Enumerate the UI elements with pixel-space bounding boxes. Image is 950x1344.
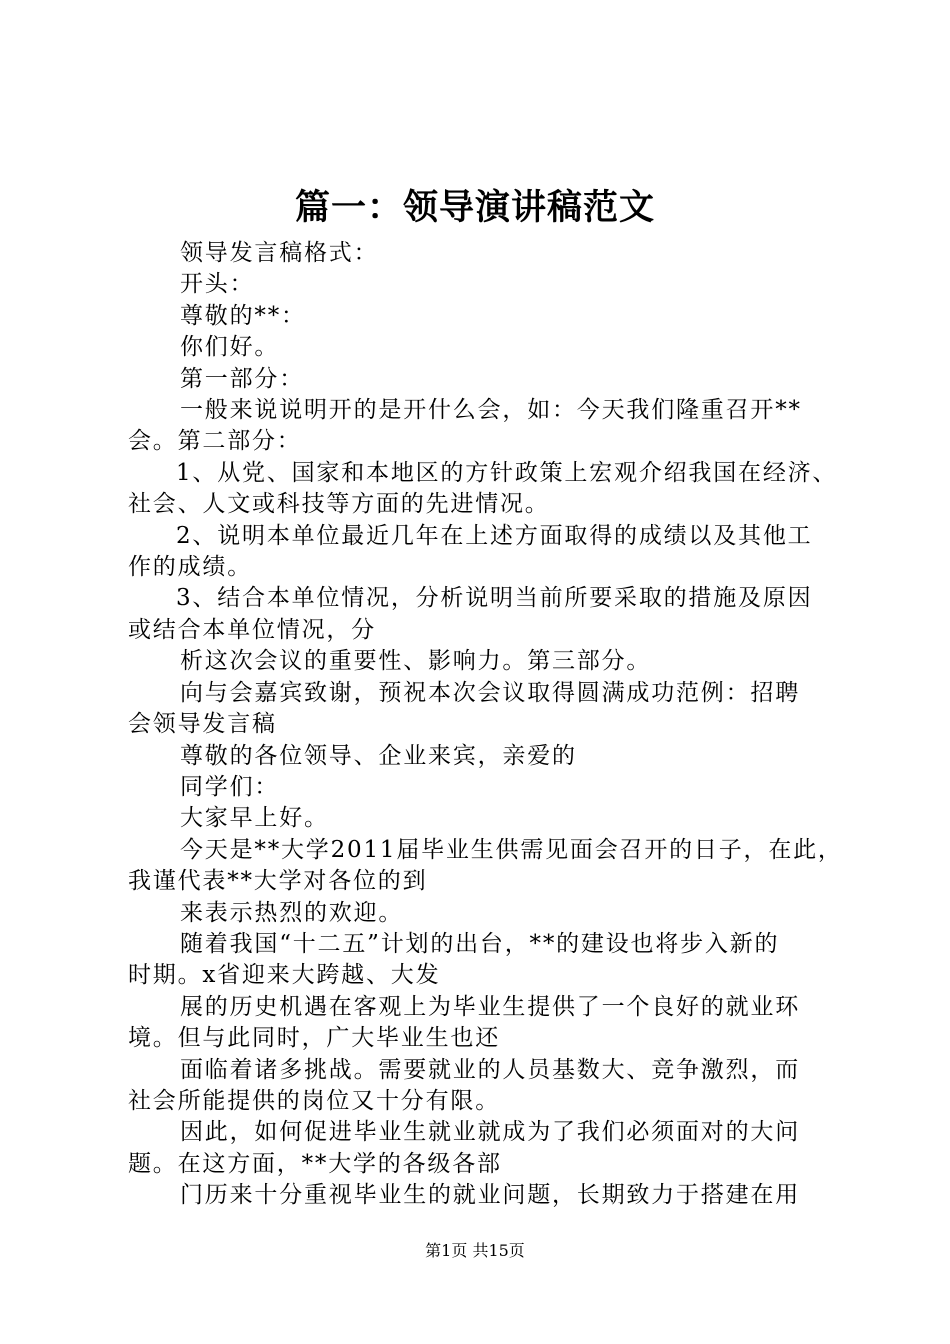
paragraph-line: 社会所能提供的岗位又十分有限。 (128, 1087, 500, 1114)
paragraph-line: 一般来说说明开的是开什么会，如：今天我们隆重召开** (180, 397, 802, 424)
paragraph-line: 会。第二部分： (128, 428, 302, 455)
paragraph-line: 大家早上好。 (180, 805, 329, 832)
page-title: 篇一：领导演讲稿范文 (294, 187, 655, 228)
paragraph-line: 1、从党、国家和本地区的方针政策上宏观介绍我国在经济、 (176, 459, 838, 486)
paragraph-line: 作的成绩。 (128, 554, 252, 581)
paragraph-line: 会领导发言稿 (128, 711, 277, 738)
paragraph-line: 因此，如何促进毕业生就业就成为了我们必须面对的大问 (180, 1119, 800, 1146)
paragraph-line: 今天是**大学2011届毕业生供需见面会召开的日子，在此， (180, 836, 843, 863)
paragraph-line: 第一部分： (180, 365, 304, 392)
paragraph-line: 析这次会议的重要性、影响力。第三部分。 (180, 648, 652, 675)
paragraph-line: 或结合本单位情况，分 (128, 616, 376, 643)
paragraph-line: 开头： (180, 271, 255, 298)
document-body (128, 238, 848, 1212)
paragraph-line: 时期。x省迎来大跨越、大发 (128, 962, 441, 989)
paragraph-line: 向与会嘉宾致谢，预祝本次会议取得圆满成功范例：招聘 (180, 679, 800, 706)
paragraph-line: 展的历史机遇在客观上为毕业生提供了一个良好的就业环 (180, 993, 800, 1020)
paragraph-line: 门历来十分重视毕业生的就业问题，长期致力于搭建在用 (180, 1182, 800, 1209)
paragraph-line: 随着我国“十二五”计划的出台，**的建设也将步入新的 (180, 930, 780, 957)
paragraph-line: 面临着诸多挑战。需要就业的人员基数大、竞争激烈，而 (180, 1056, 800, 1083)
paragraph-line: 你们好。 (180, 334, 280, 361)
paragraph-line: 来表示热烈的欢迎。 (180, 899, 404, 926)
page-footer: 第1页 共15页 (425, 1241, 525, 1260)
paragraph-line: 题。在这方面，**大学的各级各部 (128, 1150, 502, 1177)
paragraph-line: 尊敬的各位领导、企业来宾，亲爱的 (180, 742, 577, 769)
paragraph-line: 我谨代表**大学对各位的到 (128, 868, 428, 895)
paragraph-line: 领导发言稿格式： (180, 240, 379, 266)
paragraph-line: 社会、人文或科技等方面的先进情况。 (128, 491, 550, 518)
paragraph-line: 境。但与此同时，广大毕业生也还 (128, 1025, 500, 1052)
paragraph-line: 尊敬的**： (180, 302, 306, 329)
paragraph-line: 3、结合本单位情况，分析说明当前所要采取的措施及原因 (176, 585, 813, 612)
paragraph-line: 2、说明本单位最近几年在上述方面取得的成绩以及其他工 (176, 522, 813, 549)
paragraph-line: 同学们： (180, 773, 280, 800)
